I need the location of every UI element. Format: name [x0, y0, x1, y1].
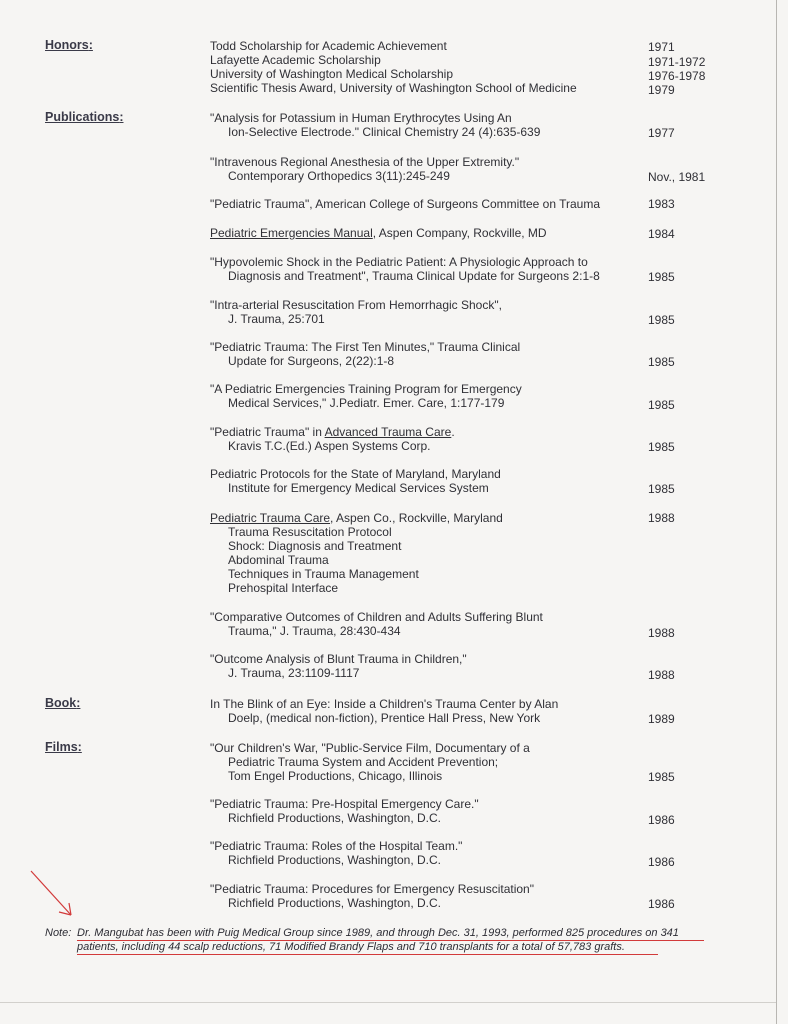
honor-item: University of Washington Medical Scholarship: [210, 67, 453, 81]
publication-year: 1985: [648, 398, 675, 412]
film-year: 1986: [648, 855, 675, 869]
publication-year: 1977: [648, 126, 675, 140]
publication-line: Trauma," J. Trauma, 28:430-434: [228, 624, 401, 638]
book-year: 1989: [648, 712, 675, 726]
publication-year: 1985: [648, 313, 675, 327]
publication-year: 1985: [648, 270, 675, 284]
film-year: 1986: [648, 813, 675, 827]
publication-line: "Analysis for Potassium in Human Erythrocytes Using An: [210, 111, 512, 125]
film-line: "Pediatric Trauma: Roles of the Hospital Team.": [210, 839, 463, 853]
honor-year: 1976-1978: [648, 69, 706, 83]
publication-year: 1985: [648, 440, 675, 454]
publication-suffix: .: [451, 425, 455, 439]
publication-year: Nov., 1981: [648, 170, 706, 184]
publication-line: J. Trauma, 25:701: [228, 312, 325, 326]
film-line: "Pediatric Trauma: Procedures for Emergency Resuscitation": [210, 882, 534, 896]
publication-line: "Intravenous Regional Anesthesia of the Upper Extremity.": [210, 155, 520, 169]
publication-subitem: Trauma Resuscitation Protocol: [228, 525, 392, 539]
publication-year: 1983: [648, 197, 675, 211]
honor-year: 1971: [648, 40, 675, 54]
film-line: "Pediatric Trauma: Pre-Hospital Emergency Care.": [210, 797, 479, 811]
book-line: Doelp, (medical non-fiction), Prentice Hall Press, New York: [228, 711, 541, 725]
publication-line: J. Trauma, 23:1109-1117: [228, 666, 360, 680]
film-line: Tom Engel Productions, Chicago, Illinois: [228, 769, 443, 783]
publication-line: Institute for Emergency Medical Services System: [228, 481, 489, 495]
publication-year: 1985: [648, 482, 675, 496]
publication-subitem: Prehospital Interface: [228, 581, 339, 595]
publication-line: Ion-Selective Electrode." Clinical Chemistry 24 (4):635-639: [228, 125, 541, 139]
film-year: 1986: [648, 897, 675, 911]
publication-line: Update for Surgeons, 2(22):1-8: [228, 354, 395, 368]
publication-line: Medical Services," J.Pediatr. Emer. Care, 1:177-179: [228, 396, 505, 410]
honor-item: Todd Scholarship for Academic Achievement: [210, 39, 447, 53]
films-heading: Films :: [45, 740, 82, 754]
film-line: Pediatric Trauma System and Accident Prevention;: [228, 755, 499, 769]
honor-item: Scientific Thesis Award, University of Washington School of Medicine: [210, 81, 577, 95]
publication-title: Pediatric Emergencies Manual: [210, 226, 373, 240]
publication-year: 1988: [648, 511, 675, 525]
publication-year: 1988: [648, 626, 675, 640]
note-line: patients, including 44 scalp reductions, 71 Modified Brandy Flaps and 710 transplants for a total of 57,783 grafts.: [77, 941, 625, 953]
publication-line: Contemporary Orthopedics 3(11):245-249: [228, 169, 450, 183]
book-heading: Book :: [45, 696, 80, 710]
film-line: Richfield Productions, Washington, D.C.: [228, 896, 441, 910]
book-line: In The Blink of an Eye: Inside a Children's Trauma Center by Alan: [210, 697, 559, 711]
publication-year: 1988: [648, 668, 675, 682]
page-edge: [0, 1002, 776, 1003]
publication-line: "Pediatric Trauma", American College of Surgeons Committee on Trauma: [210, 197, 601, 211]
publication-subitem: Abdominal Trauma: [228, 553, 329, 567]
publication-line: "A Pediatric Emergencies Training Program for Emergency: [210, 382, 522, 396]
publication-line: "Intra-arterial Resuscitation From Hemorrhagic Shock",: [210, 298, 502, 312]
publication-title: Advanced Trauma Care: [324, 425, 452, 439]
publication-subitem: Shock: Diagnosis and Treatment: [228, 539, 402, 553]
film-line: Richfield Productions, Washington, D.C.: [228, 853, 441, 867]
publication-detail: , Aspen Company, Rockville, MD: [372, 226, 547, 240]
publication-line: Pediatric Protocols for the State of Maryland, Maryland: [210, 467, 501, 481]
publication-line: Diagnosis and Treatment", Trauma Clinical Update for Surgeons 2:1-8: [228, 269, 600, 283]
publication-line: "Pediatric Trauma: The First Ten Minutes," Trauma Clinical: [210, 340, 521, 354]
publication-line: "Outcome Analysis of Blunt Trauma in Children,": [210, 652, 467, 666]
publications-heading: Publications :: [45, 110, 124, 124]
film-line: "Our Children's War, "Public-Service Film, Documentary of a: [210, 741, 530, 755]
film-year: 1985: [648, 770, 675, 784]
honor-year: 1971-1972: [648, 55, 706, 69]
publication-detail: , Aspen Co., Rockville, Maryland: [330, 511, 503, 525]
publication-title: Pediatric Trauma Care: [210, 511, 331, 525]
note-label: Note:: [45, 927, 72, 939]
publication-subitem: Techniques in Trauma Management: [228, 567, 419, 581]
publication-line: "Comparative Outcomes of Children and Adults Suffering Blunt: [210, 610, 543, 624]
publication-prefix: "Pediatric Trauma" in: [210, 425, 325, 439]
note-line: Dr. Mangubat has been with Puig Medical Group since 1989, and through Dec. 31, 1993, performed 825 procedures on 341: [77, 927, 679, 939]
page-edge: [776, 0, 777, 1024]
honors-heading: Honors :: [45, 38, 93, 52]
film-line: Richfield Productions, Washington, D.C.: [228, 811, 441, 825]
publication-line: "Hypovolemic Shock in the Pediatric Patient: A Physiologic Approach to: [210, 255, 588, 269]
publication-year: 1985: [648, 355, 675, 369]
honor-year: 1979: [648, 83, 675, 97]
publication-line: Kravis T.C.(Ed.) Aspen Systems Corp.: [228, 439, 431, 453]
honor-item: Lafayette Academic Scholarship: [210, 53, 381, 67]
publication-year: 1984: [648, 227, 675, 241]
